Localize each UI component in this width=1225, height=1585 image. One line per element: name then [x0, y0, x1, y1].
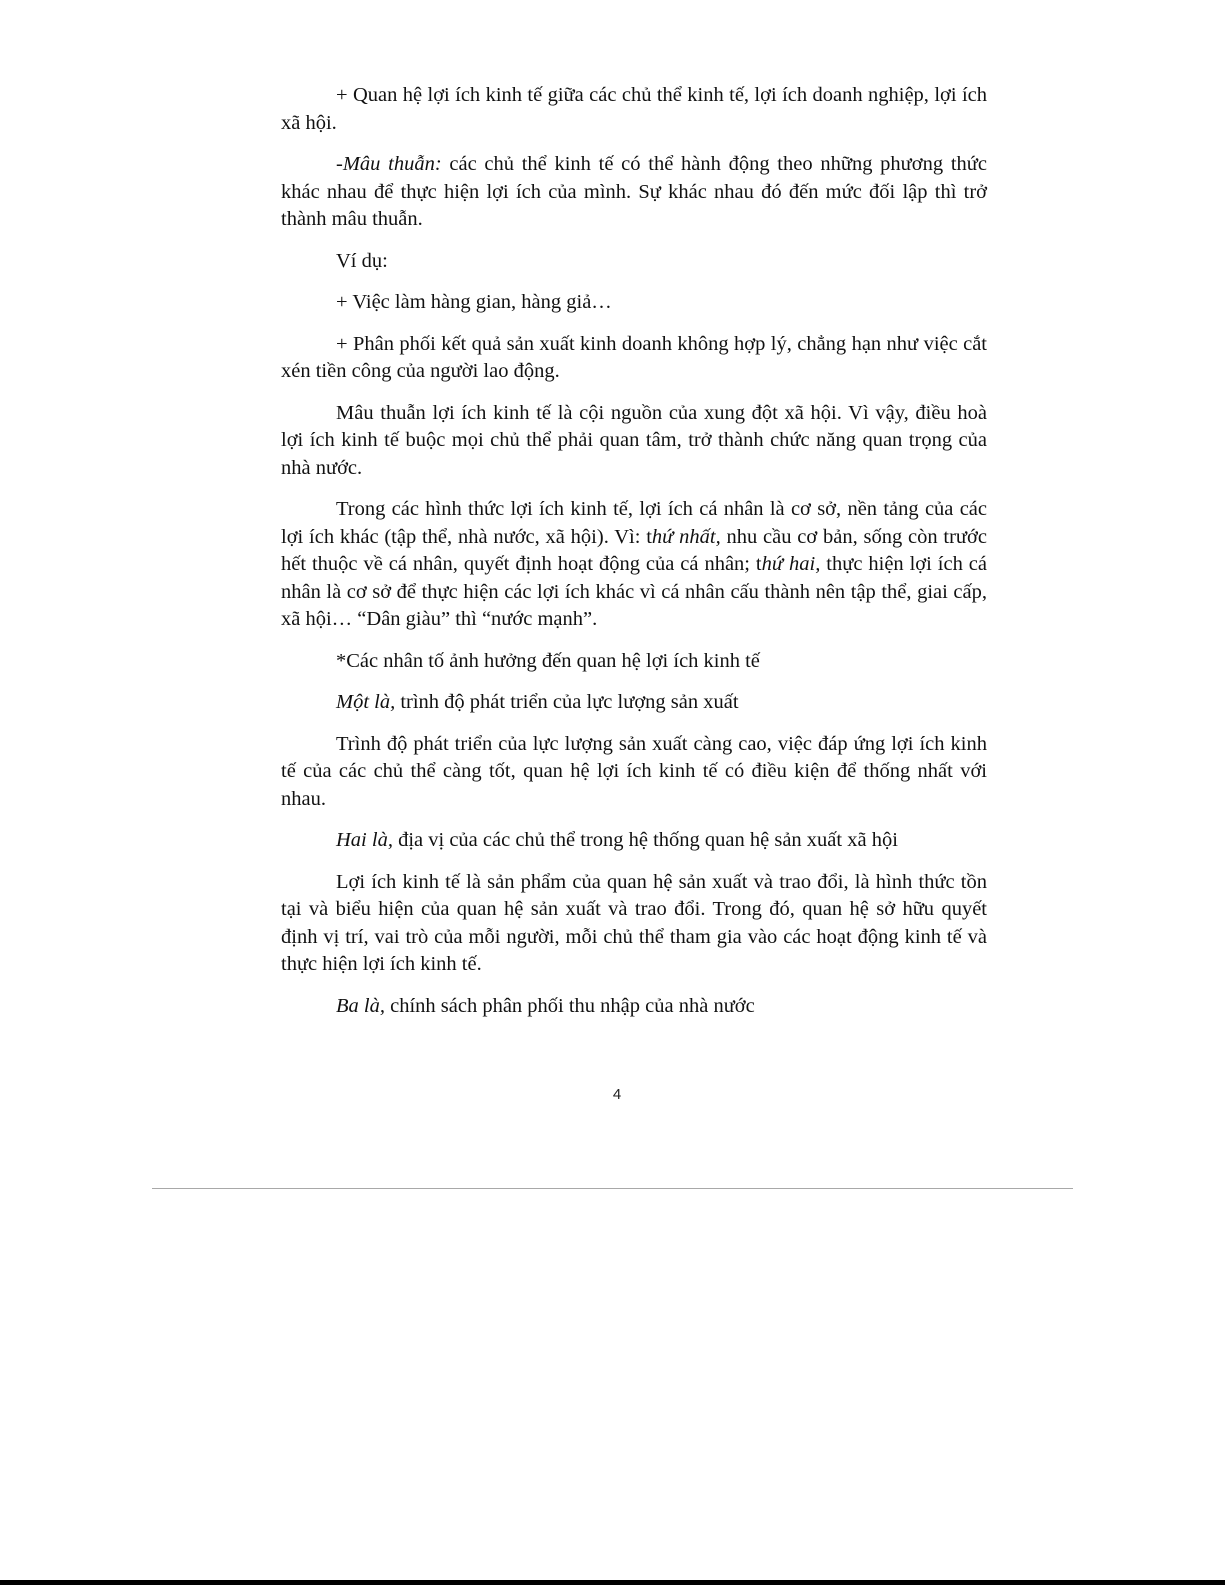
bottom-edge-bar: [0, 1580, 1225, 1585]
paragraph: [281, 689, 987, 717]
paragraph-text: + Phân phối kết quả sản xuất kinh doanh không hợp lý, chẳng hạn như việc cắt xén tiền công của người lao động.: [281, 332, 987, 382]
paragraph-text: Trình độ phát triển của lực lượng sản xuất càng cao, việc đáp ứng lợi ích kinh tế của các chủ thể càng tốt, quan hệ lợi ích kinh tế có điều kiện để thống nhất với nhau.: [281, 732, 987, 810]
paragraph-text: nhu cầu cơ bản, sống còn trước hết thuộc về cá nhân, quyết định hoạt động của cá nhân; t: [281, 525, 987, 575]
paragraph-text: Mâu thuẫn lợi ích kinh tế là cội nguồn của xung đột xã hội. Vì vậy, điều hoà lợi ích kinh tế buộc mọi chủ thể phải quan tâm, trở thành chức năng quan trọng của nhà nước.: [281, 401, 987, 479]
paragraph-text: + Việc làm hàng gian, hàng giả…: [336, 291, 612, 313]
paragraph-text: địa vị của các chủ thể trong hệ thống quan hệ sản xuất xã hội: [392, 829, 898, 851]
paragraph-text: *Các nhân tố ảnh hưởng đến quan hệ lợi ích kinh tế: [336, 649, 760, 672]
italic-term: Một là,: [336, 691, 396, 713]
paragraph: [281, 82, 987, 137]
paragraph: [281, 827, 987, 855]
paragraph: [281, 731, 987, 814]
italic-term: hứ nhất,: [651, 525, 721, 548]
paragraph-text: Trong các hình thức lợi ích kinh tế, lợi ích cá nhân là cơ sở, nền tảng của các lợi ích khác (tập thể, nhà nước, xã hội). Vì: t: [281, 498, 987, 548]
paragraph: [281, 993, 987, 1021]
paragraph: [281, 151, 987, 234]
paragraph: [281, 248, 987, 276]
paragraph-text: Lợi ích kinh tế là sản phẩm của quan hệ sản xuất và trao đổi, là hình thức tồn tại và biểu hiện của quan hệ sản xuất và trao đổi. Trong đó, quan hệ sở hữu quyết định vị trí, vai trò của mỗi người, mỗi chủ thể tham gia vào các hoạt động kinh tế và thực hiện lợi ích kinh tế.: [281, 870, 987, 975]
italic-term: hứ hai,: [761, 553, 821, 575]
paragraph-text: trình độ phát triển của lực lượng sản xuất: [395, 691, 739, 713]
document-page: [281, 82, 987, 1034]
paragraph-text: các chủ thể kinh tế có thể hành động theo những phương thức khác nhau để thực hiện lợi ích của mình. Sự khác nhau đó đến mức đối lập thì trở thành mâu thuẫn.: [281, 153, 987, 230]
paragraph: [281, 648, 987, 676]
paragraph: [281, 400, 987, 483]
page-number: 4: [612, 1086, 622, 1103]
italic-term: Hai là,: [336, 829, 393, 851]
paragraph-text: Ví dụ:: [336, 249, 388, 272]
paragraph-text: thực hiện lợi ích cá nhân là cơ sở để thực hiện các lợi ích khác vì cá nhân cấu thành nên tập thể, giai cấp, xã hội… “Dân giàu” thì “nước mạnh”.: [281, 553, 987, 630]
paragraph: [281, 289, 987, 317]
italic-term: -Mâu thuẫn:: [336, 153, 442, 175]
italic-term: Ba là,: [336, 994, 385, 1017]
paragraph: [281, 496, 987, 634]
paragraph-text: + Quan hệ lợi ích kinh tế giữa các chủ thể kinh tế, lợi ích doanh nghiệp, lợi ích xã hội.: [281, 84, 987, 134]
paragraph: [281, 331, 987, 386]
paragraph-text: chính sách phân phối thu nhập của nhà nước: [384, 994, 755, 1017]
paragraph: [281, 869, 987, 979]
page-separator: [152, 1188, 1073, 1189]
